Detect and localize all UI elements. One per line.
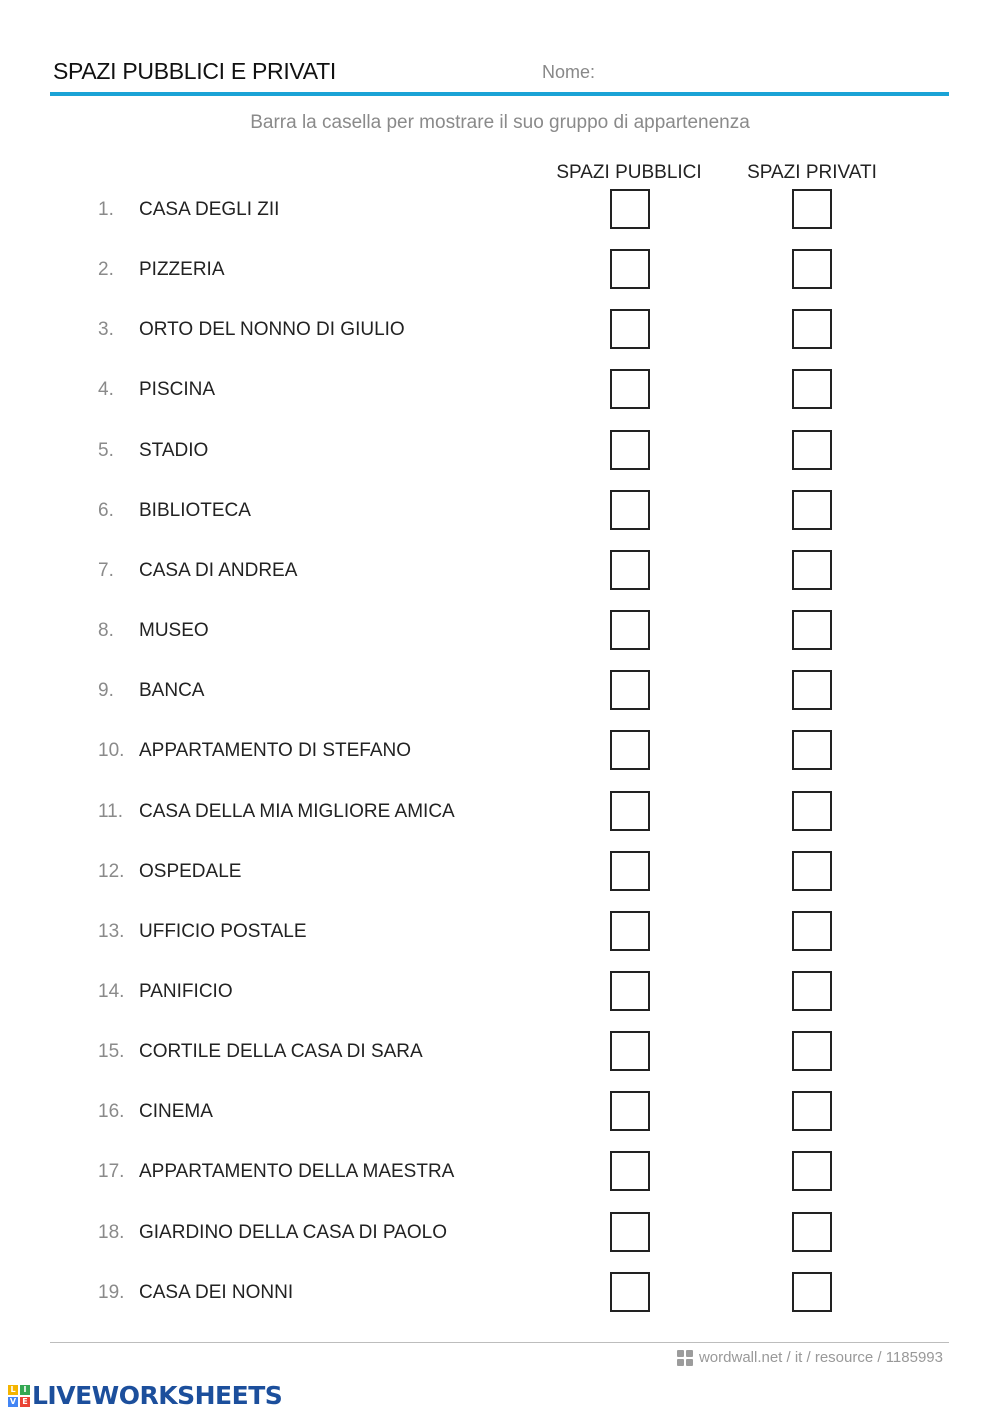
list-item: [0, 199, 1000, 259]
private-checkbox[interactable]: [792, 1212, 832, 1252]
private-checkbox[interactable]: [792, 971, 832, 1011]
public-checkbox[interactable]: [610, 1212, 650, 1252]
item-label: ORTO DEL NONNO DI GIULIO: [139, 319, 405, 341]
public-checkbox[interactable]: [610, 1031, 650, 1071]
private-checkbox[interactable]: [792, 911, 832, 951]
item-number: 19.: [98, 1281, 125, 1303]
list-item: [0, 740, 1000, 800]
item-label: PANIFICIO: [139, 980, 233, 1002]
private-checkbox[interactable]: [792, 430, 832, 470]
column-header-private: SPAZI PRIVATI: [747, 162, 877, 183]
public-checkbox[interactable]: [610, 490, 650, 530]
list-item: [0, 981, 1000, 1041]
item-number: 4.: [98, 379, 114, 401]
item-label: BIBLIOTECA: [139, 499, 251, 521]
private-checkbox[interactable]: [792, 309, 832, 349]
wordwall-icon: [677, 1350, 693, 1366]
item-number: 1.: [98, 199, 114, 220]
list-item: [0, 1161, 1000, 1221]
liveworksheets-logo[interactable]: [8, 1381, 282, 1410]
item-number: 10.: [98, 740, 125, 762]
instruction-text: Barra la casella per mostrare il suo gruppo di appartenenza: [250, 112, 750, 133]
list-item: [0, 560, 1000, 620]
item-label: APPARTAMENTO DI STEFANO: [139, 740, 412, 762]
item-label: CASA DI ANDREA: [139, 559, 298, 581]
list-item: [0, 620, 1000, 680]
item-number: 12.: [98, 860, 125, 882]
item-label: CASA DELLA MIA MIGLIORE AMICA: [139, 800, 455, 822]
item-number: 3.: [98, 319, 114, 341]
list-item: [0, 1101, 1000, 1161]
item-label: CORTILE DELLA CASA DI SARA: [139, 1041, 423, 1063]
public-checkbox[interactable]: [610, 1091, 650, 1131]
list-item: [0, 1041, 1000, 1101]
list-item: [0, 1222, 1000, 1282]
item-number: 15.: [98, 1041, 125, 1063]
private-checkbox[interactable]: [792, 610, 832, 650]
public-checkbox[interactable]: [610, 550, 650, 590]
list-item: [0, 680, 1000, 740]
logo-block: I: [20, 1385, 30, 1395]
list-item: [0, 319, 1000, 379]
logo-blocks-icon: [8, 1385, 30, 1407]
source-footer: [677, 1349, 943, 1366]
list-item: [0, 921, 1000, 981]
private-checkbox[interactable]: [792, 1151, 832, 1191]
item-label: PISCINA: [139, 379, 216, 401]
name-field-label: Nome:: [542, 62, 596, 82]
public-checkbox[interactable]: [610, 369, 650, 409]
item-number: 11.: [98, 800, 124, 822]
source-link[interactable]: wordwall.net / it / resource / 1185993: [698, 1349, 943, 1366]
list-item: [0, 861, 1000, 921]
footer-divider: [50, 1342, 949, 1343]
item-label: GIARDINO DELLA CASA DI PAOLO: [139, 1221, 447, 1243]
private-checkbox[interactable]: [792, 550, 832, 590]
public-checkbox[interactable]: [610, 971, 650, 1011]
public-checkbox[interactable]: [610, 610, 650, 650]
item-label: OSPEDALE: [139, 860, 242, 882]
item-label: STADIO: [139, 439, 209, 461]
private-checkbox[interactable]: [792, 1272, 832, 1312]
private-checkbox[interactable]: [792, 851, 832, 891]
private-checkbox[interactable]: [792, 1091, 832, 1131]
logo-text: LIVEWORKSHEETS: [32, 1381, 283, 1410]
public-checkbox[interactable]: [610, 189, 650, 229]
item-label: PIZZERIA: [139, 259, 225, 281]
item-label: UFFICIO POSTALE: [139, 920, 307, 942]
private-checkbox[interactable]: [792, 791, 832, 831]
item-label: CINEMA: [139, 1101, 213, 1123]
item-label: CASA DEGLI ZII: [139, 199, 280, 220]
item-label: CASA DEI NONNI: [139, 1281, 294, 1303]
public-checkbox[interactable]: [610, 309, 650, 349]
logo-block: L: [8, 1385, 18, 1395]
title-divider: [50, 92, 949, 96]
private-checkbox[interactable]: [792, 369, 832, 409]
list-item: [0, 379, 1000, 439]
logo-block: V: [9, 1396, 17, 1406]
private-checkbox[interactable]: [792, 490, 832, 530]
item-number: 5.: [98, 439, 114, 461]
item-number: 14.: [98, 980, 125, 1002]
worksheet-title: SPAZI PUBBLICI E PRIVATI: [53, 58, 336, 84]
list-item: [0, 259, 1000, 319]
item-number: 17.: [98, 1161, 125, 1183]
public-checkbox[interactable]: [610, 670, 650, 710]
list-item: [0, 500, 1000, 560]
item-label: MUSEO: [139, 620, 209, 642]
item-number: 18.: [98, 1221, 125, 1243]
item-label: BANCA: [139, 680, 205, 702]
list-item: [0, 440, 1000, 500]
private-checkbox[interactable]: [792, 189, 832, 229]
list-item: [0, 801, 1000, 861]
private-checkbox[interactable]: [792, 1031, 832, 1071]
item-number: 16.: [98, 1101, 125, 1123]
public-checkbox[interactable]: [610, 730, 650, 770]
column-header-public: SPAZI PUBBLICI: [556, 162, 702, 183]
item-number: 13.: [98, 920, 125, 942]
item-label: APPARTAMENTO DELLA MAESTRA: [139, 1161, 455, 1183]
item-number: 6.: [98, 499, 114, 521]
public-checkbox[interactable]: [610, 791, 650, 831]
public-checkbox[interactable]: [610, 851, 650, 891]
public-checkbox[interactable]: [610, 1151, 650, 1191]
item-number: 8.: [98, 620, 114, 642]
logo-block: E: [20, 1397, 30, 1407]
private-checkbox[interactable]: [792, 730, 832, 770]
item-number: 2.: [98, 259, 114, 281]
private-checkbox[interactable]: [792, 249, 832, 289]
public-checkbox[interactable]: [610, 249, 650, 289]
item-number: 9.: [98, 680, 114, 702]
private-checkbox[interactable]: [792, 670, 832, 710]
list-item: [0, 1282, 1000, 1342]
item-number: 7.: [98, 559, 114, 581]
public-checkbox[interactable]: [610, 911, 650, 951]
public-checkbox[interactable]: [610, 1272, 650, 1312]
public-checkbox[interactable]: [610, 430, 650, 470]
